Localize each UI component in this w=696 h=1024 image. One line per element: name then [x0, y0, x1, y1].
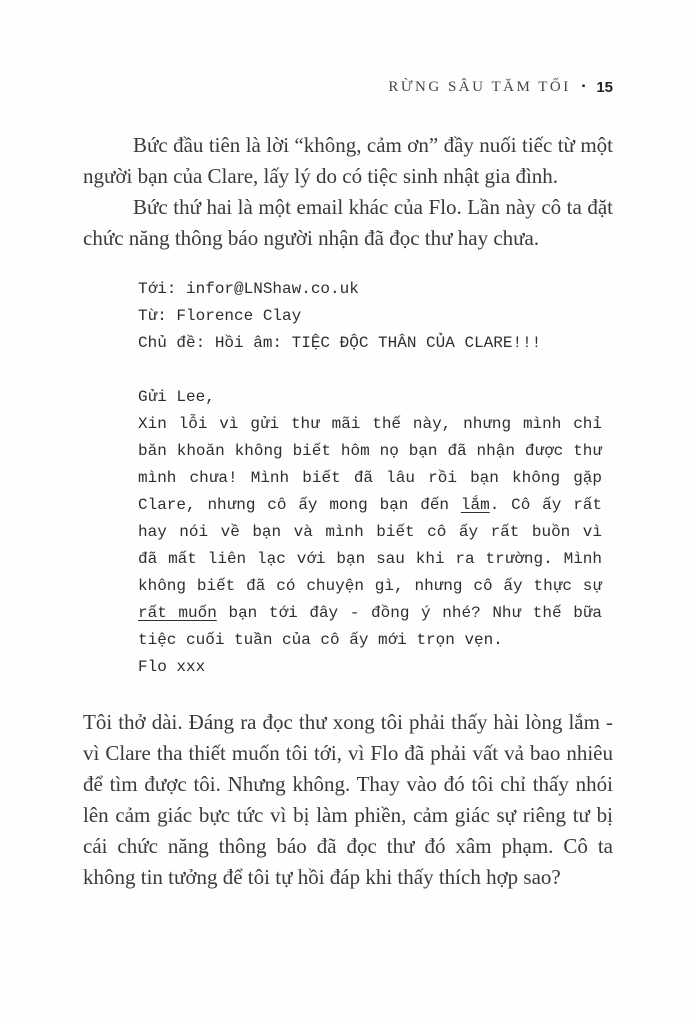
paragraph-1: Bức đầu tiên là lời “không, cảm ơn” đầy nuối tiếc từ một người bạn của Clare, lấy lý do có tiệc sinh nhật gia đình.: [83, 133, 613, 188]
email-text: băn khoăn không biết hôm nọ bạn đã nhận được thư: [138, 442, 602, 460]
email-blank-line: [138, 357, 602, 384]
email-header-line: Chủ đề: Hồi âm: TIỆC ĐỘC THÂN CỦA CLARE!!!: [138, 334, 542, 352]
closing-paragraph: Tôi thở dài. Đáng ra đọc thư xong tôi phải thấy hài lòng lắm - vì Clare tha thiết muốn tôi tới, vì Flo đã phải vất vả bao nhiêu để tìm được tôi. Nhưng không. Thay vào đó tôi chỉ thấy nhói lên cảm giác bực tức vì bị làm phiền, cảm giác sự riêng tư bị cái chức năng thông báo đã đọc thư đó xâm phạm. Cô ta không tin tưởng để tôi tự hồi đáp khi thấy thích hợp sao?: [83, 710, 613, 889]
email-body-line: [138, 411, 602, 438]
email-quote-block: [138, 276, 602, 681]
email-body-line: [138, 573, 602, 600]
running-header: [83, 78, 613, 96]
email-header-line: Tới: infor@LNShaw.co.uk: [138, 280, 359, 298]
email-text: đã mất liên lạc với bạn sau khi ra trường. Mình: [138, 550, 602, 568]
page-number: 15: [596, 78, 613, 96]
email-body-line: [138, 546, 602, 573]
email-text: hay nói về bạn và mình biết cô ấy rất buồn vì: [138, 523, 602, 541]
email-text: mình chưa! Mình biết đã lâu rồi bạn không gặp: [138, 469, 602, 487]
email-headers: [138, 276, 602, 357]
paragraph-2: Bức thứ hai là một email khác của Flo. Lần này cô ta đặt chức năng thông báo người nhận đã đọc thư hay chưa.: [83, 195, 613, 250]
email-body-line: [138, 465, 602, 492]
email-text: Flo xxx: [138, 658, 206, 676]
underlined-text: lắm: [460, 496, 490, 514]
email-body-line: [138, 438, 602, 465]
email-body-line: [138, 519, 602, 546]
email-body-line: [138, 492, 602, 519]
email-text: Clare, nhưng cô ấy mong bạn đến: [138, 496, 461, 514]
email-text: không biết đã có chuyện gì, nhưng cô ấy thực sự: [138, 577, 602, 595]
book-title: RỪNG SÂU TĂM TỐI: [388, 78, 571, 95]
email-text: bạn tới đây - đồng ý nhé? Như thế bữa: [216, 604, 603, 622]
email-body-line: [138, 627, 602, 654]
email-text: tiệc cuối tuần của cô ấy mới trọn vẹn.: [138, 631, 503, 649]
email-text: Xin lỗi vì gửi thư mãi thế này, nhưng mình chỉ: [138, 415, 602, 433]
square-bullet-icon: ▪: [581, 81, 586, 92]
email-text: Gửi Lee,: [138, 388, 215, 406]
underlined-text: rất muốn: [138, 604, 217, 622]
email-text: . Cô ấy rất: [489, 496, 602, 514]
email-body-line: [138, 654, 602, 681]
email-body: [138, 384, 602, 681]
email-body-line: [138, 384, 602, 411]
email-body-line: [138, 600, 602, 627]
email-header-line: Từ: Florence Clay: [138, 307, 302, 325]
